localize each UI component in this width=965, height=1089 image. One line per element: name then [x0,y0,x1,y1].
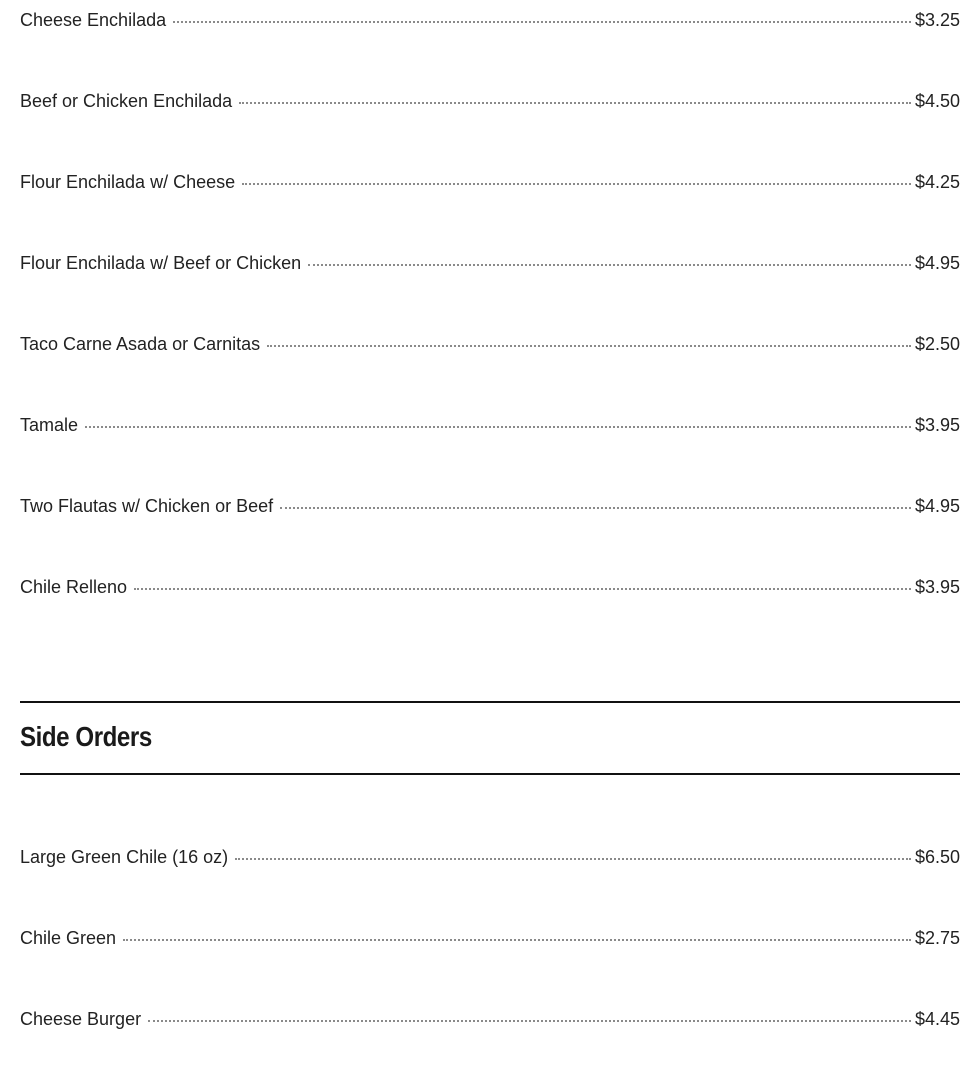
menu-item-price: $3.95 [914,415,960,435]
menu-item-price: $6.50 [914,847,960,867]
menu-item [20,171,960,252]
menu-item-name: Flour Enchilada w/ Cheese [20,172,236,192]
menu-item-price: $3.95 [914,577,960,597]
menu-item-name: Large Green Chile (16 oz) [20,847,229,867]
menu-item-price: $4.25 [914,172,960,192]
dotted-leader [242,183,911,185]
menu-item [20,90,960,171]
menu-item-price: $2.75 [914,928,960,948]
side-orders-header [20,701,960,775]
dotted-leader [235,858,911,860]
menu-item-price: $3.25 [914,10,960,30]
menu-item [20,495,960,576]
dotted-leader [173,21,911,23]
menu-item [20,333,960,414]
menu-item-name: Chile Relleno [20,577,128,597]
menu-list-main [20,9,960,657]
menu-item [20,1008,960,1089]
section-title: Side Orders [20,721,152,752]
menu-item-name: Cheese Enchilada [20,10,167,30]
menu-item [20,252,960,333]
menu-item [20,846,960,927]
menu-item-price: $4.95 [914,496,960,516]
menu-item-price: $4.95 [914,253,960,273]
dotted-leader [148,1020,911,1022]
menu-item [20,576,960,657]
dotted-leader [134,588,911,590]
menu-item [20,414,960,495]
menu-item-name: Tamale [20,415,79,435]
dotted-leader [308,264,911,266]
menu-item-name: Taco Carne Asada or Carnitas [20,334,261,354]
dotted-leader [267,345,911,347]
menu-item-name: Two Flautas w/ Chicken or Beef [20,496,274,516]
menu-item [20,927,960,1008]
dotted-leader [123,939,911,941]
menu-item-price: $4.45 [914,1009,960,1029]
dotted-leader [85,426,911,428]
menu-item-name: Beef or Chicken Enchilada [20,91,233,111]
menu-item-name: Flour Enchilada w/ Beef or Chicken [20,253,302,273]
menu-item-price: $4.50 [914,91,960,111]
menu-item-name: Chile Green [20,928,117,948]
menu-item-name: Cheese Burger [20,1009,142,1029]
dotted-leader [280,507,911,509]
menu-item [20,9,960,90]
menu-list-side-orders [20,846,960,1089]
dotted-leader [239,102,911,104]
menu-item-price: $2.50 [914,334,960,354]
